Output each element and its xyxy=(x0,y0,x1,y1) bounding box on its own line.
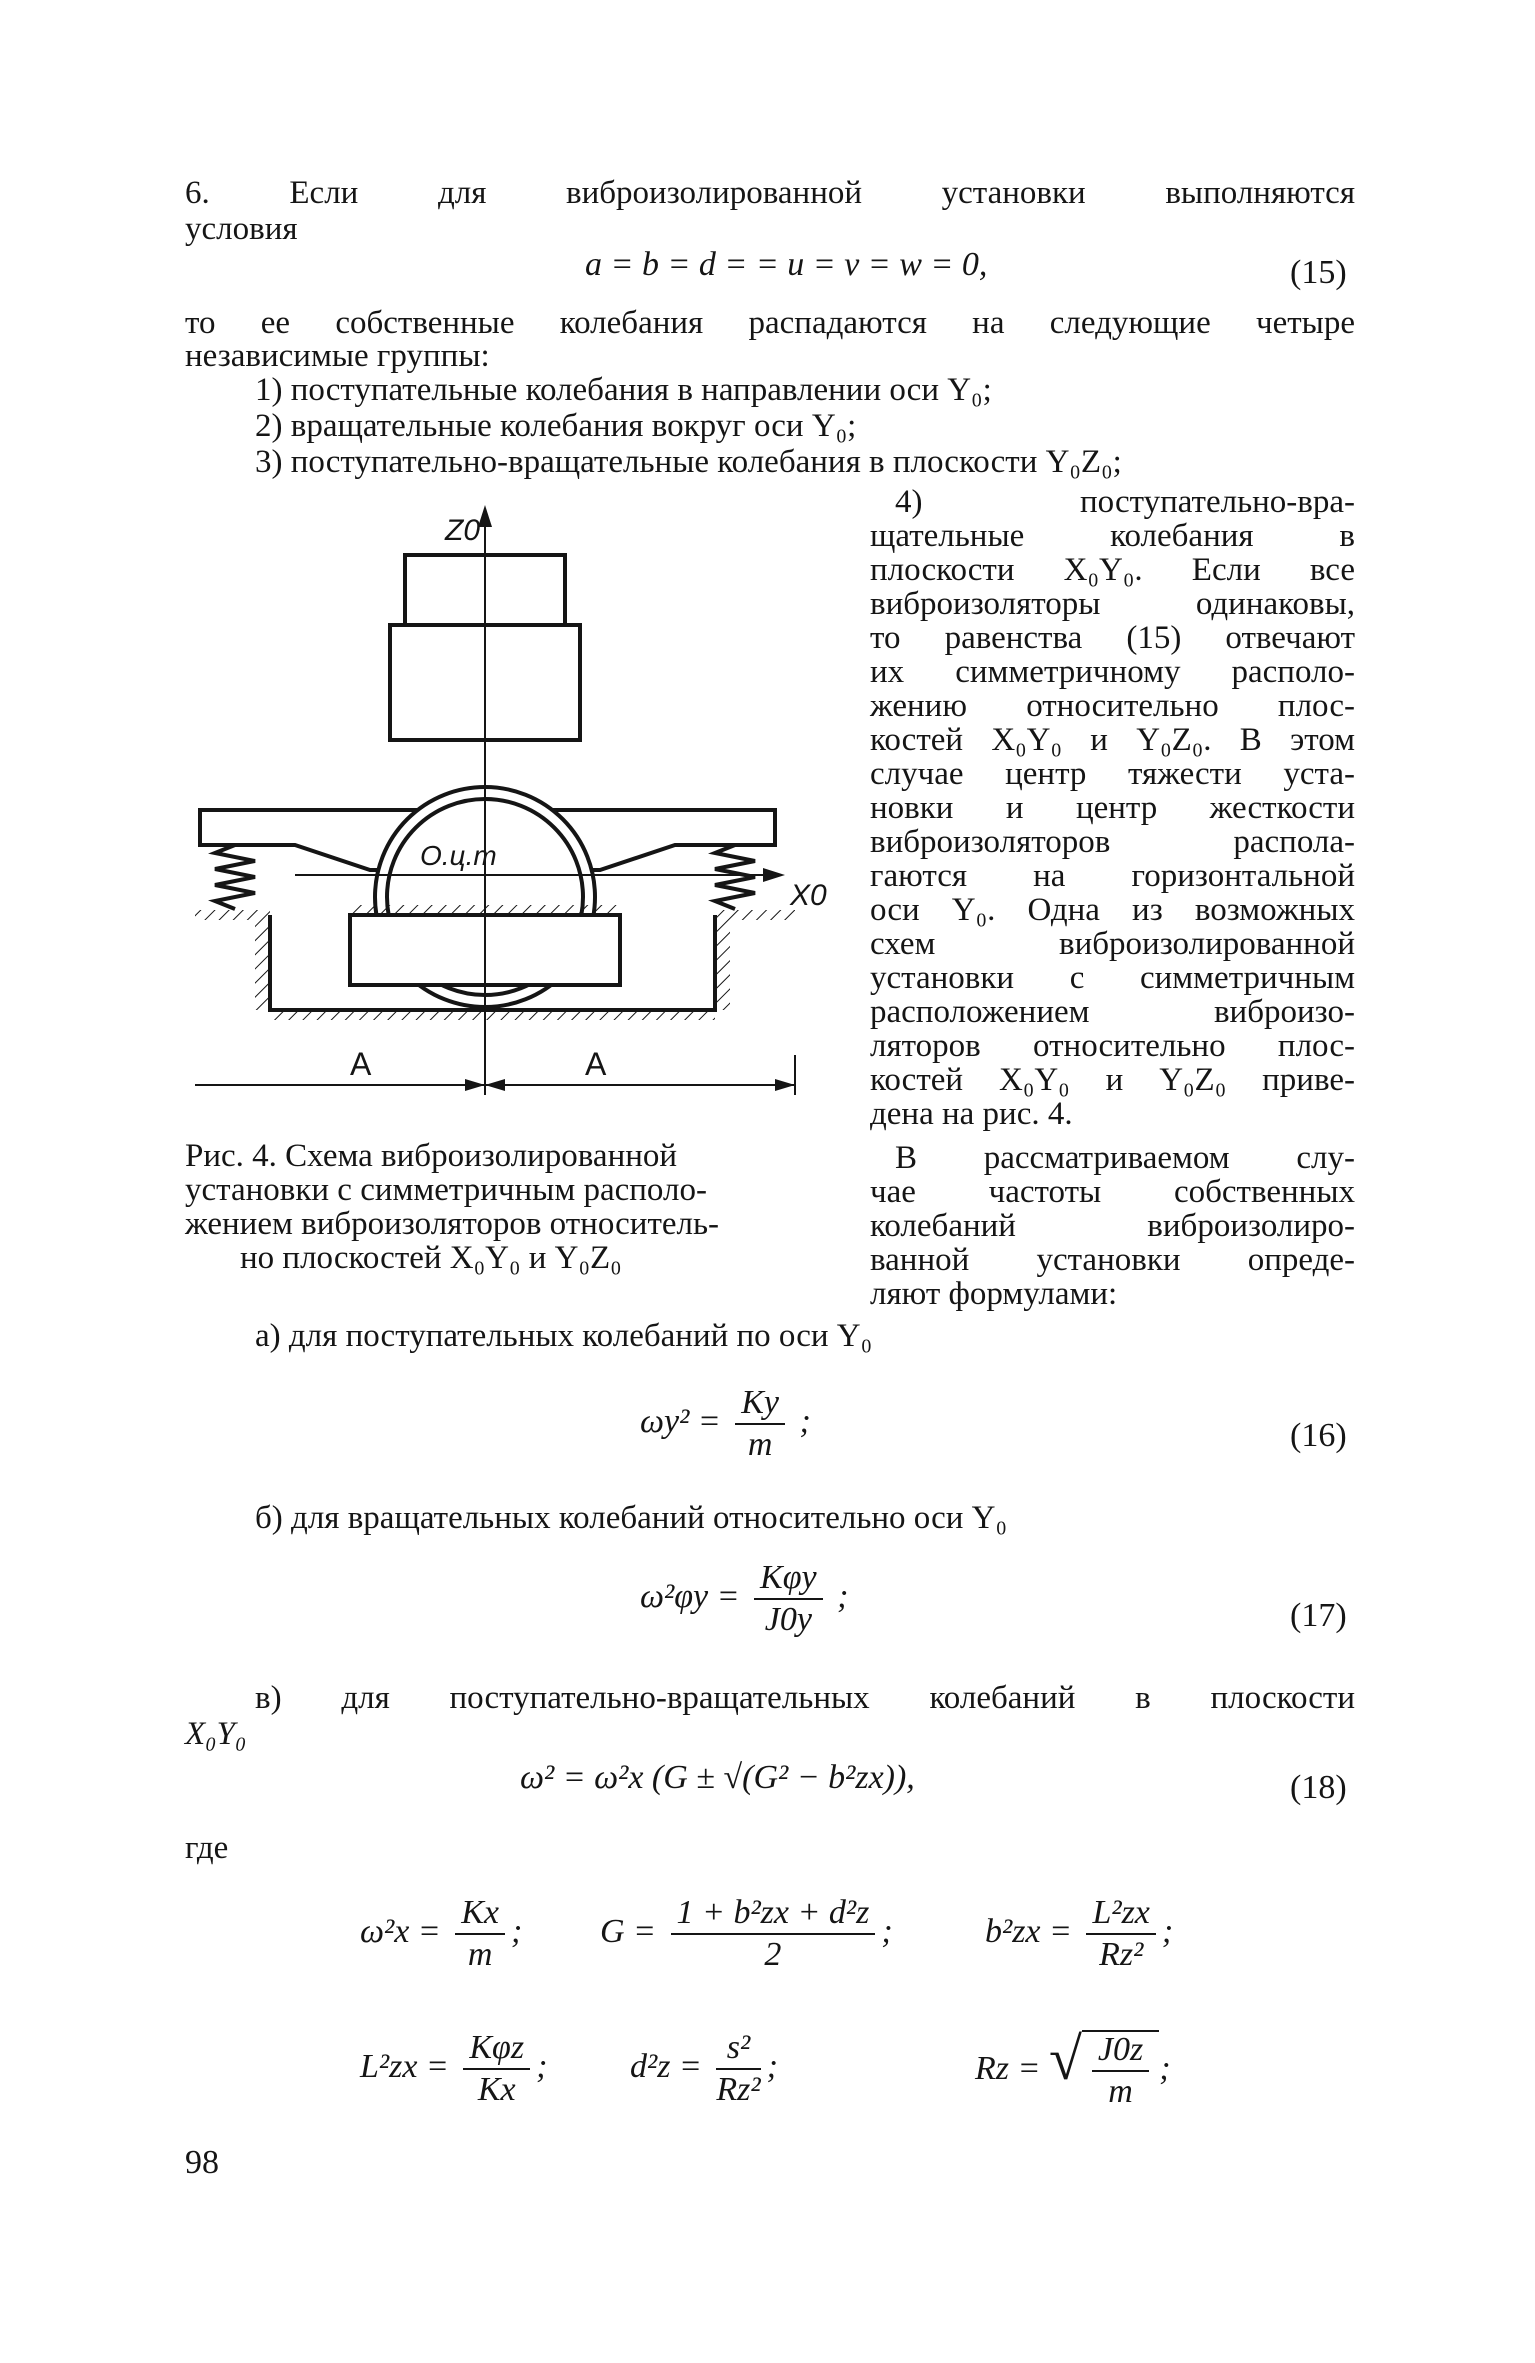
def-d-num: s² xyxy=(716,2030,760,2070)
right-line: плоскости X₀Y₀. Если все xyxy=(870,552,1355,588)
eq17-lhs: ω²φy = xyxy=(640,1577,740,1615)
pit-hatch-right xyxy=(715,920,730,1010)
pit-hatch-bottom xyxy=(270,1010,715,1020)
def-g-den: 2 xyxy=(764,1936,782,1973)
def-wx-den: m xyxy=(467,1936,493,1973)
pit-hatch-left xyxy=(255,920,270,1010)
item-a: а) для поступательных колебаний по оси Y₀ xyxy=(255,1318,873,1354)
right-line: гаются на горизонтальной xyxy=(870,858,1355,894)
right-line: В рассматриваемом слу- xyxy=(895,1140,1355,1176)
page-number: 98 xyxy=(185,2144,219,2181)
definition-l-zx: L²zx = $\frac{\text{Kφz}}{Kx}$ ; xyxy=(360,2029,548,2108)
spring-right xyxy=(715,845,755,909)
vibration-isolation-diagram xyxy=(195,505,835,1105)
def-b-lhs: b²zx = xyxy=(985,1912,1072,1950)
item-c-line-1: в) для поступательно-вращательных колебаний в плоскости xyxy=(255,1680,1355,1716)
group-item-2: 2) вращательные колебания вокруг оси Y₀; xyxy=(255,408,857,444)
eq17-numerator: Kφy xyxy=(754,1560,823,1600)
right-line: оси Y₀. Одна из возможных xyxy=(870,892,1355,928)
right-line: их симметричному располо- xyxy=(870,654,1355,690)
def-d-den: Rz² xyxy=(716,2071,761,2108)
right-line: установки с симметричным xyxy=(870,960,1355,996)
dimension-label-left: A xyxy=(350,1046,372,1082)
def-l-num: Kφz xyxy=(463,2030,530,2070)
right-line: то равенства (15) отвечают xyxy=(870,620,1355,656)
right-line: чае частоты собственных xyxy=(870,1174,1355,1210)
eq17-denominator: J0y xyxy=(764,1601,812,1638)
dimension-label-right: A xyxy=(585,1046,607,1082)
right-line: дена на рис. 4. xyxy=(870,1096,1073,1132)
figure-caption-line-3: жением виброизоляторов относитель- xyxy=(185,1206,720,1242)
def-r-lhs: Rz = xyxy=(975,2049,1041,2087)
ground-hatch-left xyxy=(195,910,270,920)
figure-caption-line-1: Рис. 4. Схема виброизолированной xyxy=(185,1138,678,1174)
right-line: ляют формулами: xyxy=(870,1276,1118,1312)
eq16-numerator: Ky xyxy=(735,1385,785,1425)
split-line-2: независимые группы: xyxy=(185,338,490,374)
item-b: б) для вращательных колебаний относительно оси Y₀ xyxy=(255,1500,1008,1536)
equation-18-number: (18) xyxy=(1290,1769,1347,1806)
def-r-num: J0z xyxy=(1092,2032,1149,2072)
right-line: расположением виброизо- xyxy=(870,994,1355,1030)
equation-17 xyxy=(640,1560,848,1638)
intro-line-2: условия xyxy=(185,211,298,247)
equation-17-number: (17) xyxy=(1290,1597,1347,1634)
def-b-num: L²zx xyxy=(1086,1895,1155,1935)
right-line: виброизоляторы одинаковы, xyxy=(870,586,1355,622)
equation-18: ω² = ω²x (G ± √(G² − b²zx)), xyxy=(520,1759,915,1796)
item-c-line-2: X₀Y₀ xyxy=(185,1716,247,1752)
right-line: ляторов относительно плос- xyxy=(870,1028,1355,1064)
def-b-den: Rz² xyxy=(1099,1936,1144,1973)
figure-caption-line-4: но плоскостей X₀Y₀ и Y₀Z₀ xyxy=(240,1240,622,1276)
right-line: щательные колебания в xyxy=(870,518,1355,554)
right-line: 4) поступательно-вра- xyxy=(895,484,1355,520)
z-axis-label: Z0 xyxy=(445,514,481,547)
where-label: где xyxy=(185,1830,229,1866)
def-wx-lhs: ω²x = xyxy=(360,1912,441,1950)
equation-16 xyxy=(640,1385,811,1463)
def-g-lhs: G = xyxy=(600,1912,656,1950)
definition-omega-x: ω²x = $\frac{Kx}{m}$ ; xyxy=(360,1894,523,1973)
figure-caption-line-2: установки с симметричным располо- xyxy=(185,1172,707,1208)
definition-g: G = $\frac{\text{1 + b²zx + d²z}}{2}$ ; xyxy=(600,1894,893,1973)
def-l-lhs: L²zx = xyxy=(360,2047,449,2085)
right-line: схем виброизолированной xyxy=(870,926,1355,962)
center-of-gravity-label: О.ц.т xyxy=(420,840,497,871)
equation-16-number: (16) xyxy=(1290,1417,1347,1454)
sqrt-sign: √ xyxy=(1048,2025,1082,2092)
definition-r-z: Rz = √ $\frac{J0z}{m}$ ; xyxy=(975,2025,1171,2110)
eq16-tail: ; xyxy=(799,1402,811,1440)
x-axis-label: X0 xyxy=(790,879,827,912)
group-item-1: 1) поступательные колебания в направлении оси Y₀; xyxy=(255,372,992,408)
right-line: новки и центр жесткости xyxy=(870,790,1355,826)
eq16-lhs: ωy² = xyxy=(640,1402,721,1440)
def-wx-num: Kx xyxy=(455,1895,505,1935)
right-line: жению относительно плос- xyxy=(870,688,1355,724)
eq16-denominator: m xyxy=(747,1426,773,1463)
group-item-3: 3) поступательно-вращательные колебания в плоскости Y₀Z₀; xyxy=(255,444,1122,480)
right-line: костей X₀Y₀ и Y₀Z₀ приве- xyxy=(870,1062,1355,1098)
spring-left xyxy=(215,845,255,909)
intro-line-1: 6. Если для виброизолированной установки выполняются xyxy=(185,175,1355,211)
right-line: случае центр тяжести уста- xyxy=(870,756,1355,792)
z-axis-arrow xyxy=(478,505,492,527)
def-l-den: Kx xyxy=(477,2071,516,2108)
right-line: виброизоляторов распола- xyxy=(870,824,1355,860)
def-d-lhs: d²z = xyxy=(630,2047,702,2085)
eq17-tail: ; xyxy=(837,1577,849,1615)
x-axis-arrow xyxy=(763,868,785,882)
split-line-1: то ее собственные колебания распадаются на следующие четыре xyxy=(185,305,1355,341)
def-g-num: 1 + b²zx + d²z xyxy=(671,1895,876,1935)
def-r-den: m xyxy=(1108,2073,1133,2110)
definition-b-zx: b²zx = $\frac{\text{L²zx}}{\text{Rz²}}$ ; xyxy=(985,1894,1174,1973)
equation-15: a = b = d = = u = v = w = 0, xyxy=(585,246,988,283)
right-line: костей X₀Y₀ и Y₀Z₀. В этом xyxy=(870,722,1355,758)
equation-15-number: (15) xyxy=(1290,254,1347,291)
right-line: колебаний виброизолиро- xyxy=(870,1208,1355,1244)
definition-d-z: d²z = $\frac{\text{s²}}{\text{Rz²}}$ ; xyxy=(630,2029,778,2108)
right-line: ванной установки опреде- xyxy=(870,1242,1355,1278)
ground-hatch-right xyxy=(715,910,795,920)
